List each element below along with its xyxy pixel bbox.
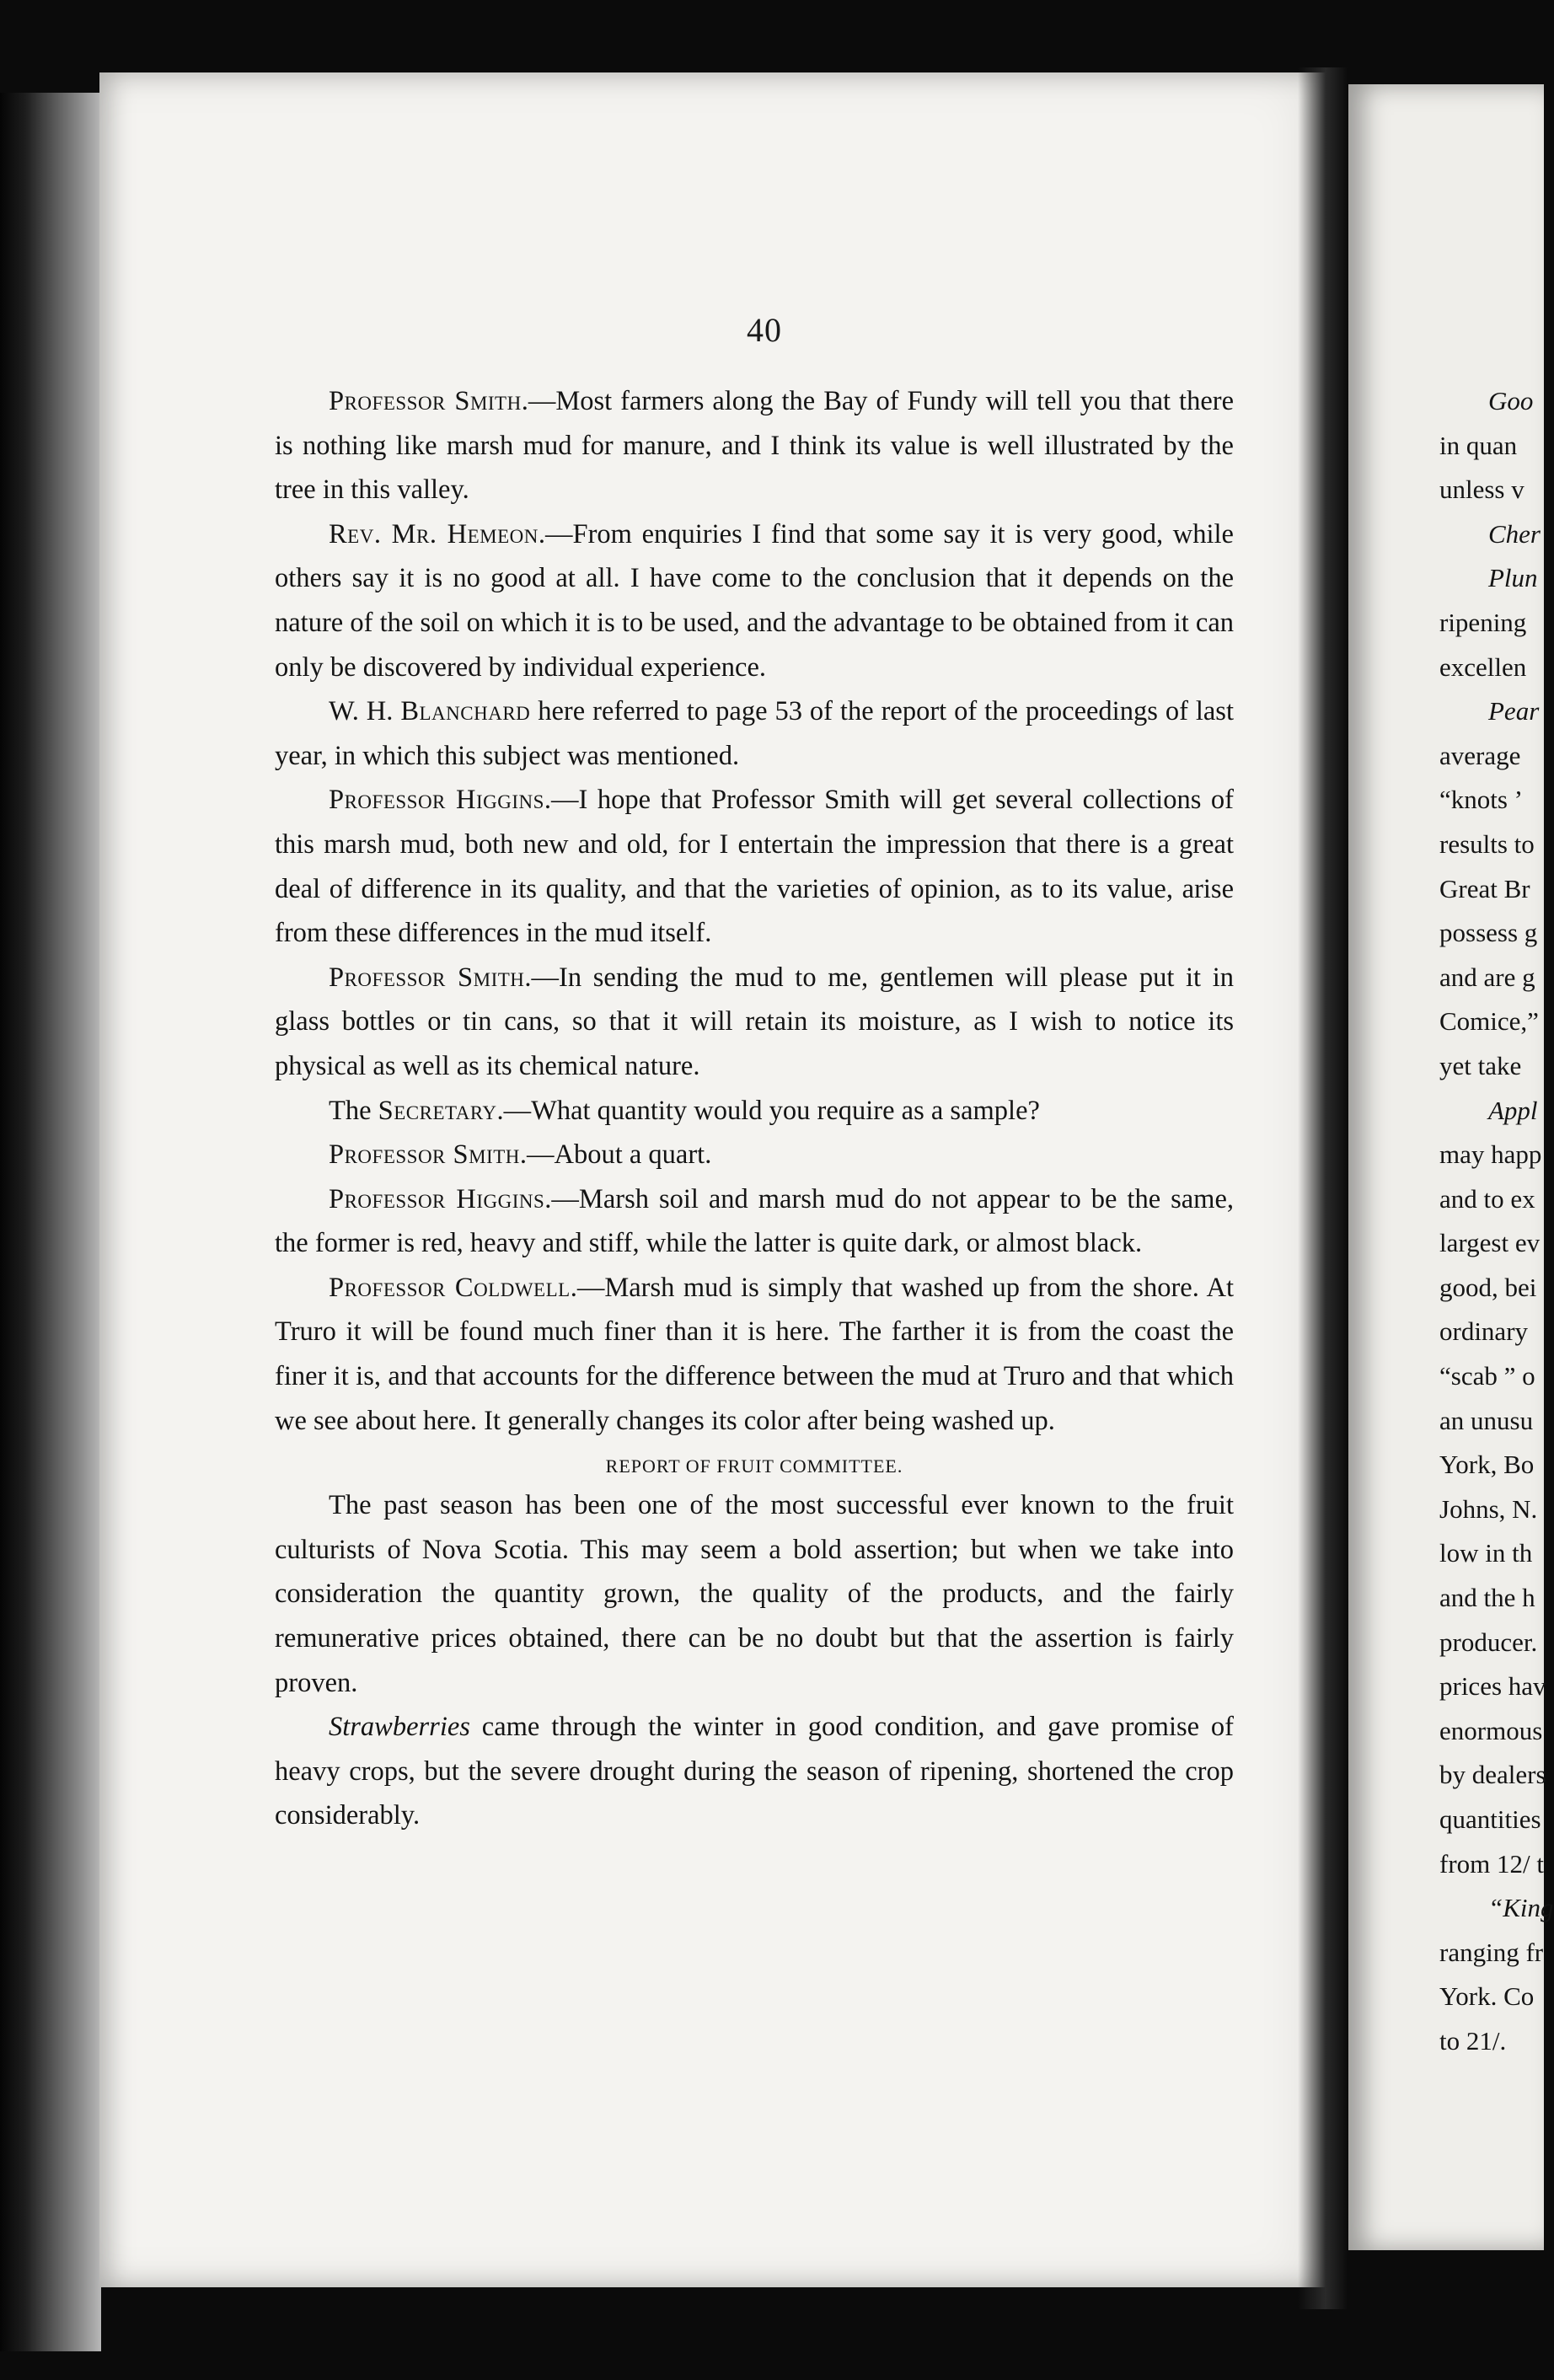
- right-line: producer.: [1439, 1627, 1538, 1657]
- paragraph-rev-hemeon: [275, 512, 1234, 689]
- right-line: an unusu: [1439, 1405, 1534, 1435]
- page-number: 40: [747, 311, 782, 349]
- right-line: largest ev: [1439, 1228, 1541, 1258]
- right-line: Cher: [1488, 518, 1541, 549]
- right-line: may happ: [1439, 1139, 1542, 1170]
- paragraph-text: .—Marsh mud is simply that washed up from the shore. At Truro it will be found much finer than it is here. The farther it is from the coast the finer it is, and that accounts for the difference between the mud at Truro and that which we see about here. It generally changes its color after being washed up.: [275, 1272, 1235, 1436]
- right-line: “knots ’: [1439, 785, 1524, 815]
- paragraph-professor-smith-3: [275, 1133, 1234, 1177]
- paragraph-secretary: [275, 1089, 1234, 1134]
- paragraph-professor-higgins-2: [275, 1177, 1234, 1266]
- right-line: unless v: [1439, 474, 1525, 505]
- right-line: Appl: [1488, 1095, 1538, 1125]
- right-line: to 21/.: [1439, 2025, 1507, 2056]
- right-line: results to: [1439, 828, 1535, 859]
- speaker-name: Professor Smith: [329, 1139, 520, 1171]
- speaker-prefix: W. H.: [329, 696, 401, 727]
- right-line: possess g: [1439, 918, 1538, 948]
- right-line: and to ex: [1439, 1183, 1535, 1214]
- right-line: ranging fr: [1439, 1937, 1544, 1967]
- right-line: York. Co: [1439, 1981, 1535, 2012]
- right-line: Johns, N.: [1439, 1493, 1538, 1524]
- paragraph-professor-smith-1: [275, 379, 1234, 512]
- right-line: in quan: [1439, 430, 1518, 460]
- right-line: from 12/ t: [1439, 1848, 1544, 1879]
- right-line: quantities: [1439, 1804, 1541, 1834]
- right-line: excellen: [1439, 651, 1527, 682]
- right-line: Plun: [1488, 563, 1538, 593]
- speaker-prefix: The: [329, 1095, 378, 1126]
- page-body: [275, 379, 1234, 1838]
- right-line: average: [1439, 740, 1521, 770]
- speaker-name: Blanchard: [400, 696, 531, 727]
- speaker-name: Secretary: [378, 1095, 497, 1126]
- right-line: “King: [1488, 1893, 1554, 1923]
- paragraph-text: .—Most farmers along the Bay of Fundy will tell you that there is nothing like marsh mud for manure, and I think its value is well illustrated by the tree in this valley.: [275, 386, 1234, 506]
- speaker-name: Professor Higgins: [329, 1183, 545, 1214]
- paragraph-text: .—About a quart.: [519, 1139, 712, 1171]
- right-line: “scab ” o: [1439, 1361, 1535, 1391]
- right-line: Pear: [1488, 696, 1540, 726]
- paragraph-text: .—I hope that Professor Smith will get several collections of this marsh mud, both new and old, for I entertain the impression that there is a great deal of difference in its quality, and that the varieties of opinion, as to its value, arise from these differences in the mud itself.: [275, 785, 1235, 949]
- paragraph-text: .—What quantity would you require as a sample?: [496, 1095, 1040, 1126]
- book-gutter: [1298, 67, 1348, 2309]
- right-page-text: [1439, 379, 1554, 2064]
- paragraph-lead: Strawberries: [329, 1712, 470, 1743]
- right-line: yet take: [1439, 1050, 1522, 1080]
- paragraph-text: .—In sending the mud to me, gentlemen will please put it in glass bottles or tin cans, so that it will retain its moisture, as I wish to notice its physical as well as its chemical nature.: [275, 962, 1234, 1081]
- speaker-name: Rev. Mr. Hemeon: [329, 518, 539, 549]
- paragraph-text: came through the winter in good condition, and gave promise of heavy crops, but the severe drought during the season of ripening, shortened the crop considerably.: [275, 1712, 1234, 1831]
- right-line: low in th: [1439, 1538, 1533, 1568]
- right-line: and are g: [1439, 962, 1535, 992]
- paragraph-strawberries: [275, 1705, 1234, 1838]
- right-line: enormous: [1439, 1715, 1543, 1745]
- paragraph-professor-higgins-1: [275, 778, 1234, 955]
- right-line: Comice,”: [1439, 1006, 1539, 1037]
- right-line: Goo: [1488, 386, 1534, 415]
- speaker-name: Professor Smith: [329, 962, 525, 993]
- speaker-name: Professor Smith: [329, 386, 522, 416]
- speaker-name: Professor Coldwell: [329, 1272, 571, 1303]
- paragraph-text: .—From enquiries I find that some say it is very good, while others say it is no good at all. I have come to the conclusion that it depends on the nature of the soil on which it is to be used, and the advantage to be obtained from it can only be discovered by individual experience.: [275, 518, 1234, 683]
- book-spine-edge: [0, 93, 101, 2351]
- paragraph-blanchard: [275, 689, 1234, 778]
- right-line: by dealers: [1439, 1760, 1546, 1790]
- paragraph-fruit-season: [275, 1483, 1234, 1705]
- right-line: ripening: [1439, 607, 1527, 637]
- speaker-name: Professor Higgins: [329, 785, 544, 816]
- paragraph-text: here referred to page 53 of the report of the proceedings of last year, in which this subject was mentioned.: [275, 696, 1234, 771]
- right-line: York, Bo: [1439, 1450, 1535, 1480]
- paragraph-text: .—Marsh soil and marsh mud do not appear to be the same, the former is red, heavy and stiff, while the latter is quite dark, or almost black.: [275, 1183, 1234, 1259]
- paragraph-text: The past season has been one of the most successful ever known to the fruit culturists of Nova Scotia. This may seem a bold assertion; but when we take into consideration the quantity grown, the quality of the products, and the fairly remunerative prices obtained, there can be no doubt but that the assertion is fairly proven.: [275, 1490, 1234, 1698]
- paragraph-professor-coldwell: [275, 1266, 1234, 1443]
- right-line: Great Br: [1439, 873, 1530, 903]
- right-line: good, bei: [1439, 1272, 1537, 1302]
- right-line: and the h: [1439, 1583, 1535, 1613]
- paragraph-professor-smith-2: [275, 956, 1234, 1089]
- section-heading: REPORT OF FRUIT COMMITTEE.: [605, 1455, 903, 1477]
- right-line: prices hav: [1439, 1671, 1546, 1702]
- right-line: ordinary: [1439, 1316, 1529, 1347]
